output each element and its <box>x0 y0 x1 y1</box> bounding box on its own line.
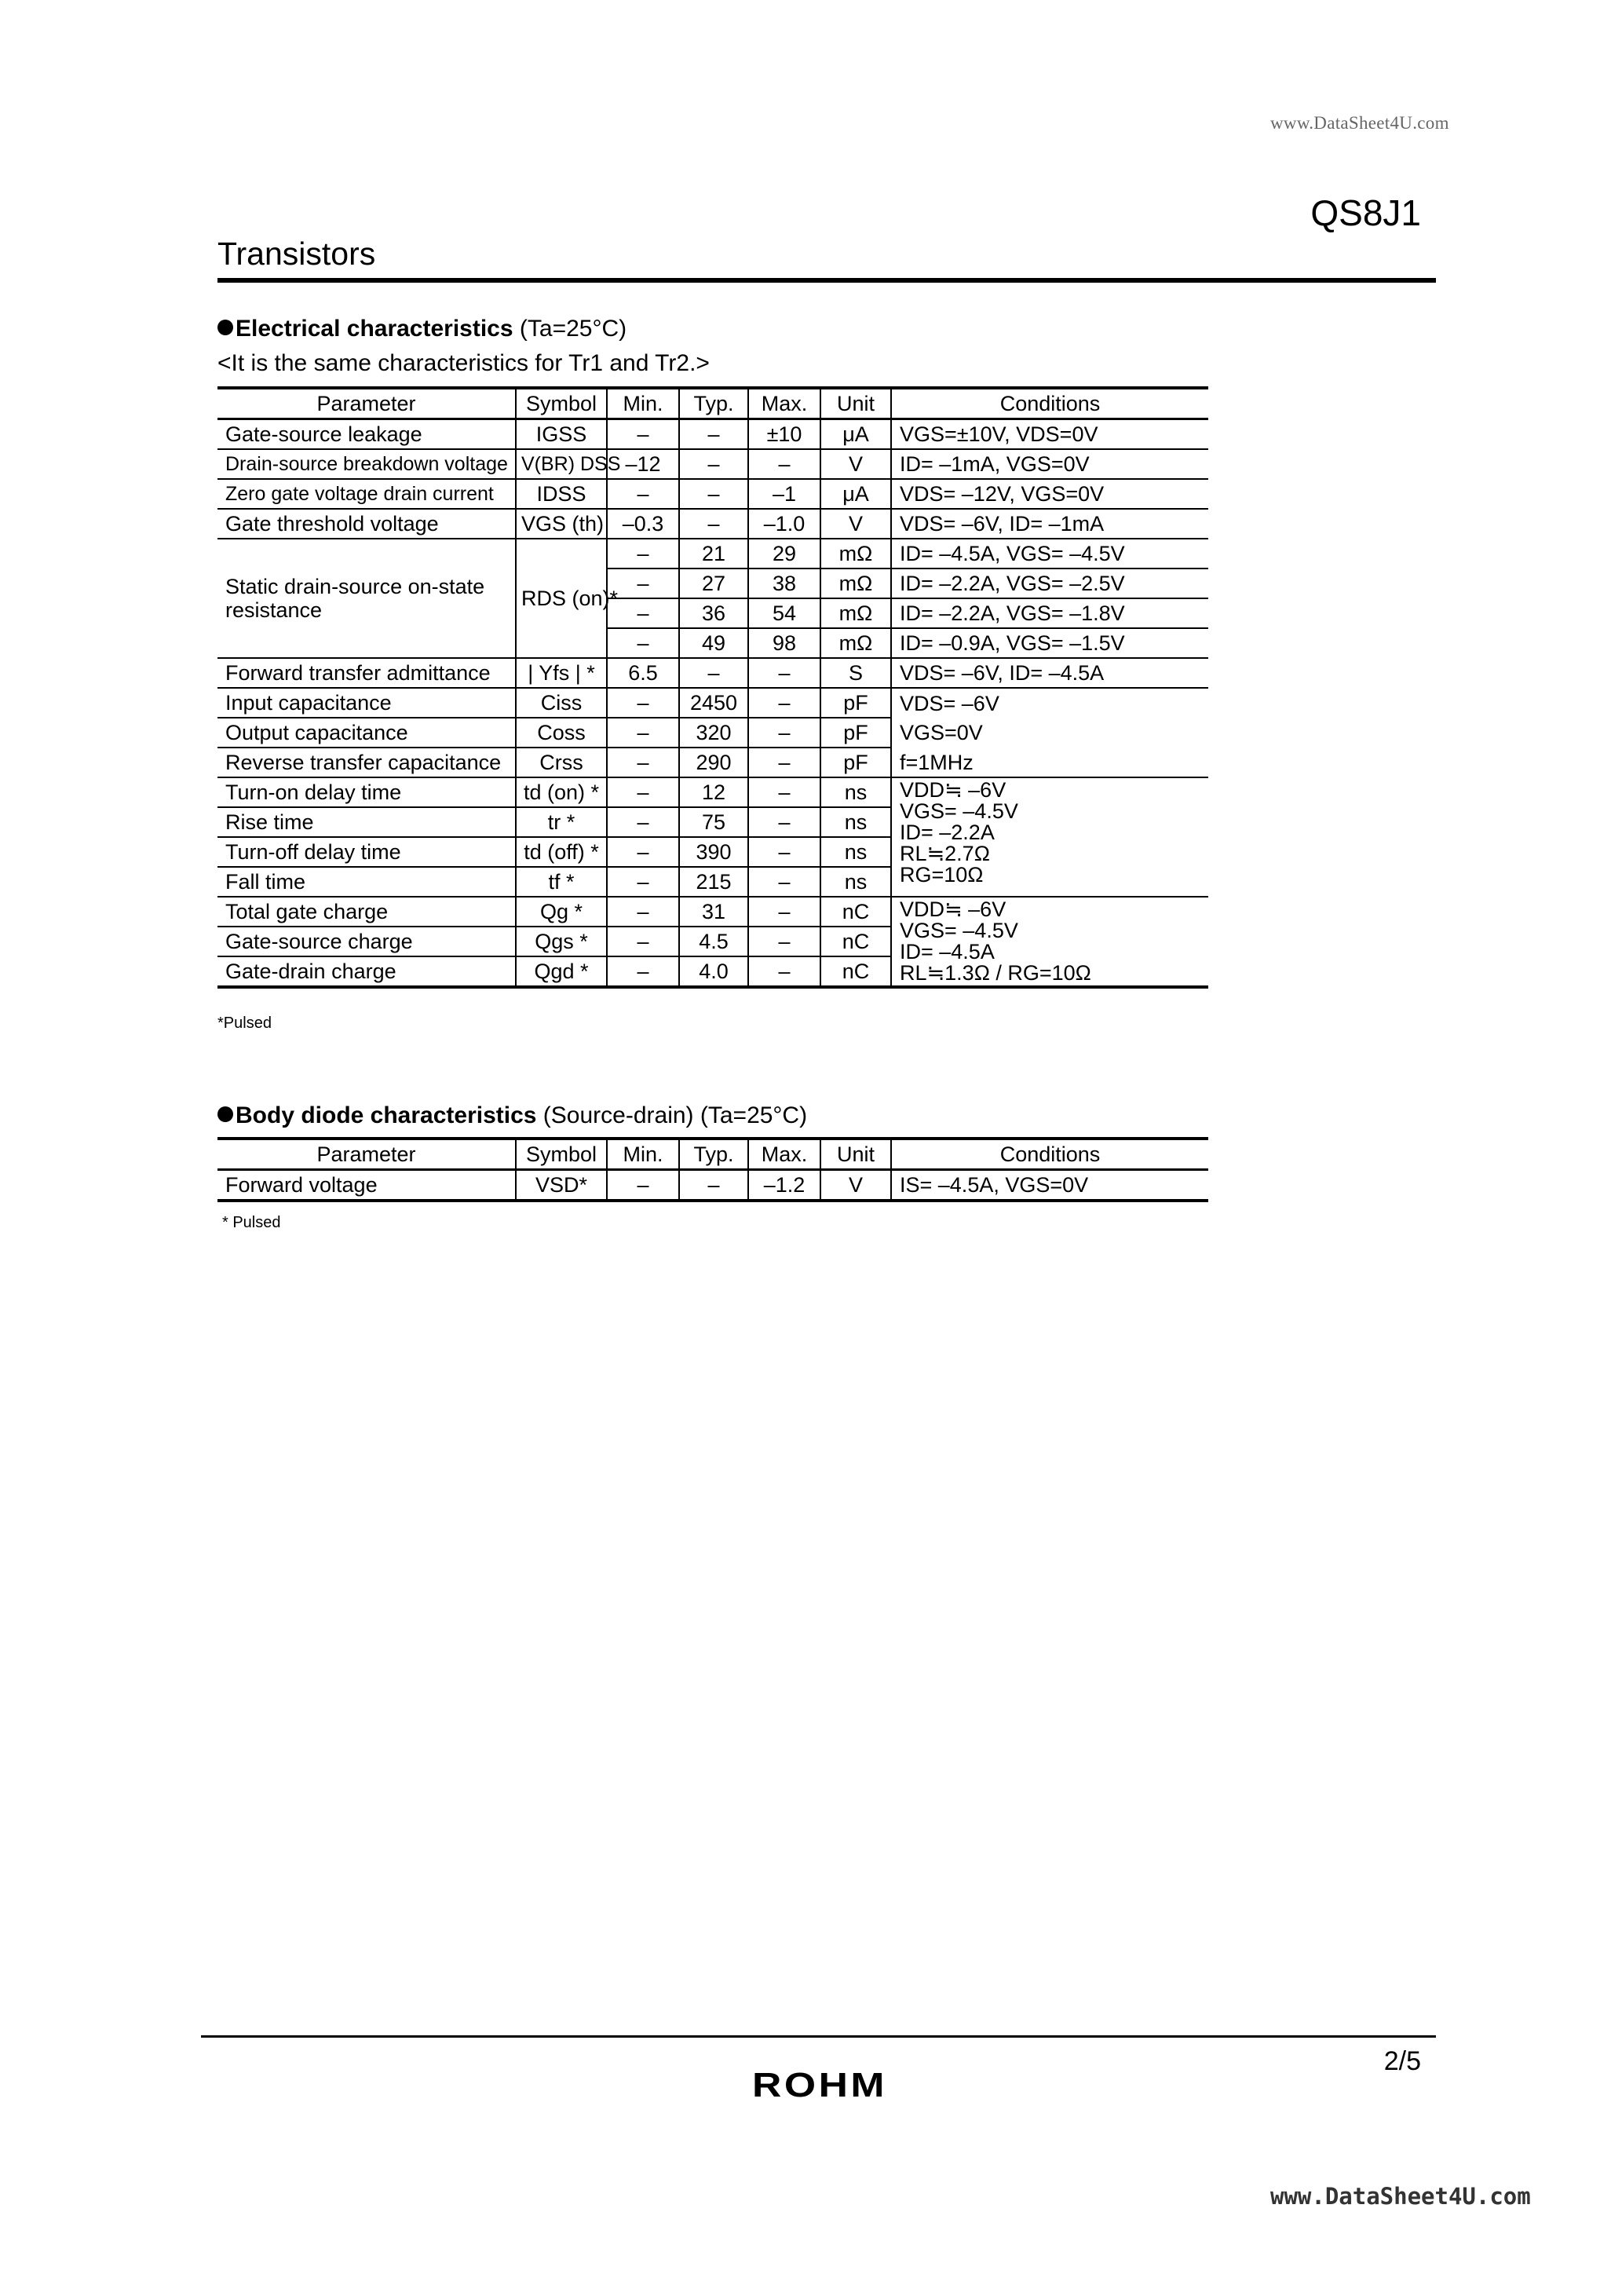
rohm-logo-text: ROHM <box>752 2066 887 2104</box>
table-row <box>217 1170 1208 1201</box>
cell-unit: pF <box>820 718 891 748</box>
cell-param: Rise time <box>217 807 516 837</box>
cell-unit: ns <box>820 837 891 867</box>
cell-param: Input capacitance <box>217 688 516 718</box>
cell-cond: VGS=0V <box>891 718 1208 748</box>
table-row <box>217 449 1208 479</box>
cond-line: RL≒1.3Ω / RG=10Ω <box>900 961 1091 985</box>
cell-unit: ns <box>820 777 891 807</box>
cell-symbol: VGS (th) <box>516 509 607 539</box>
cell-typ: 4.0 <box>679 956 748 987</box>
cell-param: Gate-source charge <box>217 927 516 956</box>
table-row <box>217 539 1208 569</box>
cell-cond: VDS= –6V <box>891 688 1208 718</box>
col-max: Max. <box>748 388 820 419</box>
cell-max: 29 <box>748 539 820 569</box>
cell-typ: 320 <box>679 718 748 748</box>
cell-param: Total gate charge <box>217 897 516 927</box>
cell-cond-switching <box>891 777 1208 897</box>
cond-line: VGS= –4.5V <box>900 919 1018 942</box>
cell-typ: 215 <box>679 867 748 897</box>
cell-symbol: Qgd * <box>516 956 607 987</box>
cell-min: –0.3 <box>607 509 679 539</box>
cell-param: Fall time <box>217 867 516 897</box>
col-unit: Unit <box>820 1139 891 1170</box>
cell-min: – <box>607 897 679 927</box>
cell-param: Output capacitance <box>217 718 516 748</box>
table-row <box>217 748 1208 777</box>
cell-unit: ns <box>820 807 891 837</box>
table-row <box>217 419 1208 450</box>
cell-unit: V <box>820 509 891 539</box>
cell-max: – <box>748 718 820 748</box>
cell-symbol: Coss <box>516 718 607 748</box>
cond-line: VDD≒ –6V <box>900 898 1006 921</box>
cell-min: – <box>607 539 679 569</box>
col-symbol: Symbol <box>516 1139 607 1170</box>
watermark-top: www.DataSheet4U.com <box>1270 113 1449 133</box>
category-title: Transistors <box>217 236 376 272</box>
cell-typ: – <box>679 419 748 450</box>
cell-typ: – <box>679 1170 748 1201</box>
cell-unit: mΩ <box>820 598 891 628</box>
col-typ: Typ. <box>679 1139 748 1170</box>
cell-typ: – <box>679 509 748 539</box>
col-symbol: Symbol <box>516 388 607 419</box>
cell-typ: – <box>679 658 748 688</box>
cond-line: VGS= –4.5V <box>900 799 1018 823</box>
cell-symbol: Qgs * <box>516 927 607 956</box>
cell-typ: 31 <box>679 897 748 927</box>
cell-min: – <box>607 419 679 450</box>
table-row <box>217 479 1208 509</box>
cell-min: – <box>607 807 679 837</box>
cell-typ: 290 <box>679 748 748 777</box>
cell-typ: 49 <box>679 628 748 658</box>
cell-symbol: IGSS <box>516 419 607 450</box>
cell-cond: ID= –2.2A, VGS= –2.5V <box>891 569 1208 598</box>
electrical-title-rest: (Ta=25°C) <box>513 316 627 342</box>
cell-symbol: Crss <box>516 748 607 777</box>
cell-cond: VDS= –12V, VGS=0V <box>891 479 1208 509</box>
cell-max: – <box>748 658 820 688</box>
cell-min: – <box>607 479 679 509</box>
rohm-logo <box>751 2066 889 2104</box>
cell-typ: 75 <box>679 807 748 837</box>
body-diode-section-title <box>217 1102 807 1129</box>
cell-param: Forward transfer admittance <box>217 658 516 688</box>
cell-param: Turn-on delay time <box>217 777 516 807</box>
bullet-icon <box>217 1106 233 1122</box>
cell-min: – <box>607 837 679 867</box>
cell-typ: 27 <box>679 569 748 598</box>
cell-symbol: td (off) * <box>516 837 607 867</box>
electrical-subtitle: <It is the same characteristics for Tr1 and Tr2.> <box>217 350 710 376</box>
cell-min: – <box>607 748 679 777</box>
table-row <box>217 718 1208 748</box>
cond-line: VDD≒ –6V <box>900 778 1006 802</box>
col-typ: Typ. <box>679 388 748 419</box>
cell-min: – <box>607 777 679 807</box>
col-max: Max. <box>748 1139 820 1170</box>
table-header-row <box>217 1139 1208 1170</box>
cell-param: Gate threshold voltage <box>217 509 516 539</box>
electrical-table <box>217 386 1208 989</box>
cell-max: – <box>748 777 820 807</box>
cell-param: Drain-source breakdown voltage <box>217 449 516 479</box>
cell-max: – <box>748 807 820 837</box>
footer-rule <box>201 2035 1436 2038</box>
cell-max: – <box>748 748 820 777</box>
cell-cond: ID= –0.9A, VGS= –1.5V <box>891 628 1208 658</box>
table-row <box>217 897 1208 927</box>
cell-unit: mΩ <box>820 569 891 598</box>
cell-typ: – <box>679 479 748 509</box>
header-rule <box>217 278 1436 283</box>
cell-unit: μA <box>820 479 891 509</box>
body-diode-table <box>217 1137 1208 1202</box>
cell-symbol: tr * <box>516 807 607 837</box>
cell-max: – <box>748 449 820 479</box>
cell-max: 54 <box>748 598 820 628</box>
cell-min: 6.5 <box>607 658 679 688</box>
watermark-bottom: www.DataSheet4U.com <box>1270 2183 1531 2210</box>
cond-line: RG=10Ω <box>900 863 984 887</box>
cell-unit: mΩ <box>820 628 891 658</box>
col-conditions: Conditions <box>891 388 1208 419</box>
cell-cond: ID= –1mA, VGS=0V <box>891 449 1208 479</box>
col-unit: Unit <box>820 388 891 419</box>
cell-symbol: Qg * <box>516 897 607 927</box>
cell-typ: 21 <box>679 539 748 569</box>
page-number: 2/5 <box>1383 2046 1421 2076</box>
table-row <box>217 509 1208 539</box>
cell-symbol: Ciss <box>516 688 607 718</box>
cell-typ: 36 <box>679 598 748 628</box>
cell-unit: μA <box>820 419 891 450</box>
cell-max: – <box>748 956 820 987</box>
cell-param: Forward voltage <box>217 1170 516 1201</box>
cell-unit: S <box>820 658 891 688</box>
table-row <box>217 688 1208 718</box>
cell-max: –1.2 <box>748 1170 820 1201</box>
cell-cond: VDS= –6V, ID= –1mA <box>891 509 1208 539</box>
cell-param: Zero gate voltage drain current <box>217 479 516 509</box>
cell-cond-charge <box>891 897 1208 987</box>
cell-param: Gate-source leakage <box>217 419 516 450</box>
cell-cond: f=1MHz <box>891 748 1208 777</box>
cell-max: – <box>748 688 820 718</box>
col-parameter: Parameter <box>217 388 516 419</box>
cell-max: – <box>748 927 820 956</box>
cell-typ: 2450 <box>679 688 748 718</box>
body-diode-title-rest: (Source-drain) (Ta=25°C) <box>536 1102 808 1128</box>
cell-cond: ID= –4.5A, VGS= –4.5V <box>891 539 1208 569</box>
cell-min: – <box>607 867 679 897</box>
table-row <box>217 658 1208 688</box>
cell-typ: 12 <box>679 777 748 807</box>
cell-unit: mΩ <box>820 539 891 569</box>
body-diode-footnote: * Pulsed <box>222 1214 281 1231</box>
cell-typ: – <box>679 449 748 479</box>
cell-min: –12 <box>607 449 679 479</box>
col-conditions: Conditions <box>891 1139 1208 1170</box>
cell-max: ±10 <box>748 419 820 450</box>
cell-max: – <box>748 837 820 867</box>
electrical-title-bold: Electrical characteristics <box>236 316 513 342</box>
electrical-footnote: *Pulsed <box>217 1015 272 1032</box>
cell-cond: IS= –4.5A, VGS=0V <box>891 1170 1208 1201</box>
cell-max: –1.0 <box>748 509 820 539</box>
col-parameter: Parameter <box>217 1139 516 1170</box>
cell-param: Static drain-source on-state resistance <box>217 539 516 658</box>
part-number: QS8J1 <box>1310 192 1421 233</box>
cell-symbol: IDSS <box>516 479 607 509</box>
cond-line: ID= –2.2A <box>900 821 995 844</box>
cell-unit: nC <box>820 897 891 927</box>
cell-symbol: td (on) * <box>516 777 607 807</box>
cell-min: – <box>607 956 679 987</box>
cell-min: – <box>607 688 679 718</box>
cell-symbol: VSD* <box>516 1170 607 1201</box>
cell-max: 38 <box>748 569 820 598</box>
cell-unit: pF <box>820 748 891 777</box>
cell-unit: ns <box>820 867 891 897</box>
cond-line: ID= –4.5A <box>900 940 995 963</box>
cell-unit: V <box>820 1170 891 1201</box>
cell-unit: V <box>820 449 891 479</box>
cell-unit: pF <box>820 688 891 718</box>
table-header-row <box>217 388 1208 419</box>
cell-min: – <box>607 718 679 748</box>
cell-min: – <box>607 1170 679 1201</box>
cell-param: Reverse transfer capacitance <box>217 748 516 777</box>
cell-symbol: tf * <box>516 867 607 897</box>
cell-symbol: RDS (on)* <box>516 539 607 658</box>
cell-cond: VGS=±10V, VDS=0V <box>891 419 1208 450</box>
cell-max: –1 <box>748 479 820 509</box>
cell-min: – <box>607 598 679 628</box>
cell-max: 98 <box>748 628 820 658</box>
cell-typ: 390 <box>679 837 748 867</box>
cell-min: – <box>607 927 679 956</box>
cell-unit: nC <box>820 956 891 987</box>
col-min: Min. <box>607 1139 679 1170</box>
cell-typ: 4.5 <box>679 927 748 956</box>
electrical-section-title <box>217 316 627 342</box>
body-diode-title-bold: Body diode characteristics <box>236 1102 537 1128</box>
cell-param: Turn-off delay time <box>217 837 516 867</box>
cell-min: – <box>607 628 679 658</box>
cell-min: – <box>607 569 679 598</box>
cell-symbol: | Yfs | * <box>516 658 607 688</box>
cell-param: Gate-drain charge <box>217 956 516 987</box>
cell-unit: nC <box>820 927 891 956</box>
cond-line: RL≒2.7Ω <box>900 842 990 865</box>
cell-max: – <box>748 897 820 927</box>
cell-symbol: V(BR) DSS <box>516 449 607 479</box>
col-min: Min. <box>607 388 679 419</box>
cell-cond: ID= –2.2A, VGS= –1.8V <box>891 598 1208 628</box>
cell-cond: VDS= –6V, ID= –4.5A <box>891 658 1208 688</box>
table-row <box>217 777 1208 807</box>
bullet-icon <box>217 320 233 335</box>
cell-max: – <box>748 867 820 897</box>
